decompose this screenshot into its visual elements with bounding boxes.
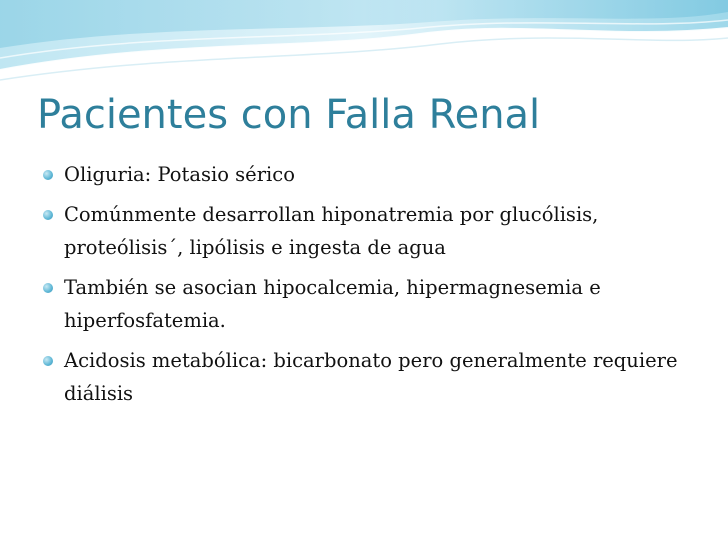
bullet-item <box>20 198 700 264</box>
bullet-text: Oliguria: Potasio sérico <box>64 163 295 186</box>
circle-bullet-icon <box>43 283 53 293</box>
circle-bullet-icon <box>43 210 53 220</box>
bullet-item <box>20 271 700 337</box>
bullet-text: También se asocian hipocalcemia, hipermagnesemia e hiperfosfatemia. <box>64 276 601 332</box>
bullet-text: Acidosis metabólica: bicarbonato pero generalmente requiere diálisis <box>64 349 678 405</box>
slide-title: Pacientes con Falla Renal <box>37 92 541 138</box>
wave-header-decoration <box>0 0 728 90</box>
bullet-list <box>20 158 700 417</box>
circle-bullet-icon <box>43 356 53 366</box>
bullet-item <box>20 158 700 191</box>
bullet-text: Comúnmente desarrollan hiponatremia por glucólisis, proteólisis´, lipólisis e ingesta de agua <box>64 203 599 259</box>
bullet-item <box>20 344 700 410</box>
circle-bullet-icon <box>43 170 53 180</box>
